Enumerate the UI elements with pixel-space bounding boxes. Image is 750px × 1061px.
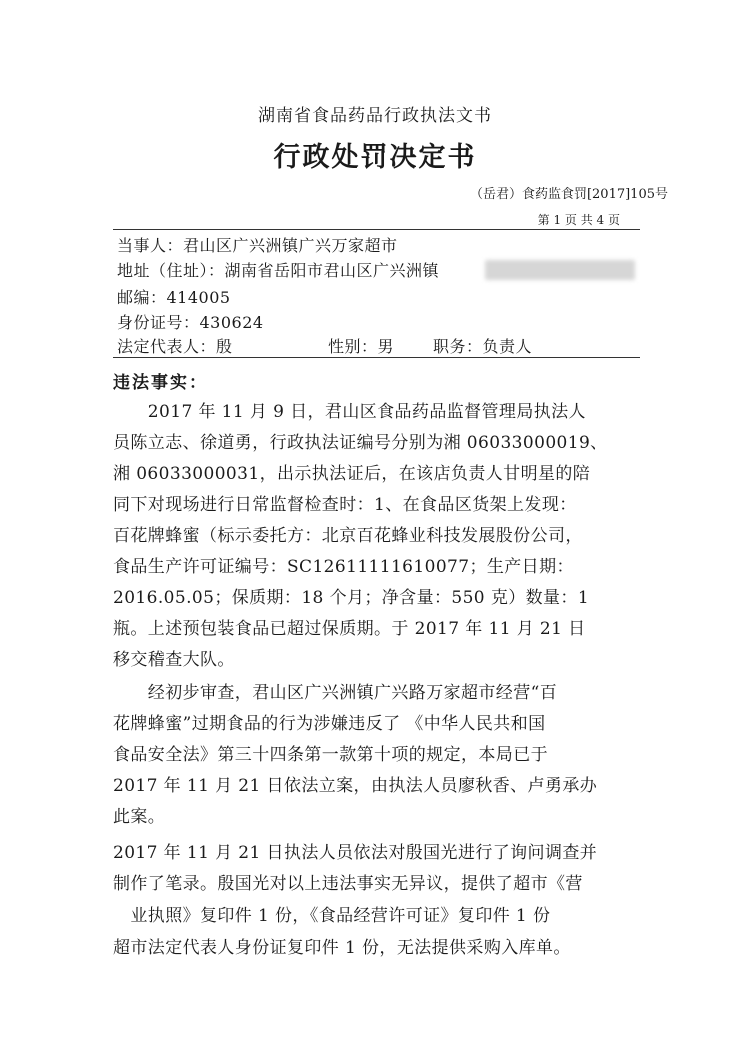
document-title: 行政处罚决定书 (273, 142, 477, 173)
document-number: （岳君）食药监食罚[2017]105号 (469, 187, 668, 202)
party-name: 当事人：君山区广兴洲镇广兴万家超市 (117, 236, 398, 255)
party-id-number: 身份证号：430624 (117, 313, 264, 332)
body-line: 员陈立志、徐道勇，行政执法证编号分别为湘 06033000019、 (113, 433, 608, 453)
party-postcode: 邮编：414005 (117, 288, 231, 307)
body-line: 2017 年 11 月 9 日，君山区食品药品监督管理局执法人 (113, 402, 586, 422)
body-line: 百花牌蜂蜜（标示委托方：北京百花蜂业科技发展股份公司， (113, 526, 583, 546)
body-line: 食品生产许可证编号：SC12611111610077；生产日期： (113, 557, 574, 577)
representative-gender: 性别：男 (328, 337, 395, 356)
party-address: 地址（住址）：湖南省岳阳市君山区广兴洲镇 (117, 261, 440, 280)
body-line: 制作了笔录。殷国光对以上违法事实无异议，提供了超市《营 (113, 874, 583, 894)
body-line: 湘 06033000031，出示执法证后，在该店负责人甘明星的陪 (113, 464, 591, 484)
body-line: 超市法定代表人身份证复印件 1 份，无法提供采购入库单。 (113, 938, 571, 958)
redacted-address (485, 260, 635, 280)
info-divider (113, 357, 640, 358)
body-line: 经初步审查，君山区广兴洲镇广兴路万家超市经营“百 (113, 683, 558, 703)
body-line: 2017 年 11 月 21 日执法人员依法对殷国光进行了询问调查并 (113, 843, 598, 863)
top-divider (113, 229, 640, 230)
section-heading-violation: 违法事实： (113, 373, 208, 393)
body-line: 业执照》复印件 1 份，《食品经营许可证》复印件 1 份 (113, 906, 551, 926)
page-info: 第 1 页 共 4 页 (537, 213, 620, 227)
body-line: 此案。 (113, 807, 166, 827)
body-line: 花牌蜂蜜”过期食品的行为涉嫌违反了 《中华人民共和国 (113, 714, 546, 734)
body-line: 食品安全法》第三十四条第一款第十项的规定，本局已于 (113, 745, 548, 765)
document-header-org: 湖南省食品药品行政执法文书 (258, 106, 492, 126)
body-line: 瓶。上述预包装食品已超过保质期。于 2017 年 11 月 21 日 (113, 619, 586, 639)
body-line: 同下对现场进行日常监督检查时：1、在食品区货架上发现： (113, 495, 577, 515)
body-line: 移交稽查大队。 (113, 650, 235, 670)
body-line: 2016.05.05；保质期：18 个月；净含量：550 克）数量：1 (113, 588, 590, 608)
body-line: 2017 年 11 月 21 日依法立案，由执法人员廖秋香、卢勇承办 (113, 776, 598, 796)
legal-representative: 法定代表人：殷 (117, 337, 233, 356)
representative-position: 职务：负责人 (433, 337, 533, 356)
